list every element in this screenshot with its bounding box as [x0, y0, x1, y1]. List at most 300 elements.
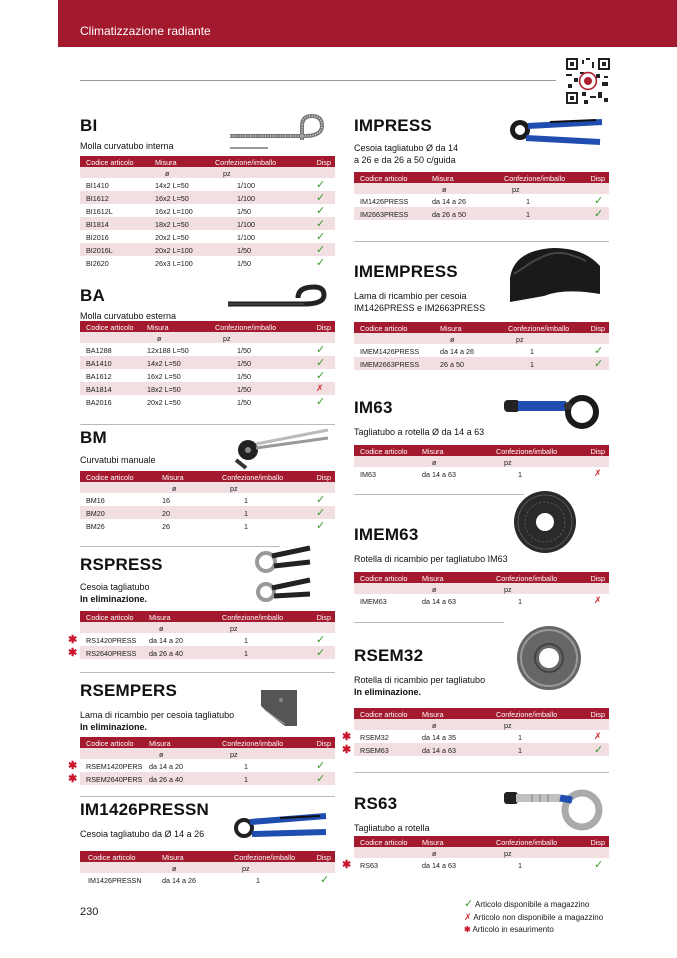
table-rsem32	[342, 708, 609, 756]
cell-code: BI2016L	[86, 246, 113, 255]
cell-size: da 14 a 63	[422, 470, 456, 479]
cell-size: da 14 a 26	[162, 876, 196, 885]
cell-code: BI1612L	[86, 207, 113, 216]
table-unit-row	[80, 862, 335, 873]
section-imem63	[354, 525, 508, 565]
product-title: RSPRESS	[80, 555, 163, 574]
column-header-disp: Disp	[590, 324, 605, 333]
column-header-disp: Disp	[316, 739, 331, 748]
cell-size: 12x188 L=50	[147, 346, 189, 355]
table-row[interactable]	[80, 369, 335, 382]
available-icon: ✓	[320, 874, 330, 886]
unit-pack: pz	[223, 169, 231, 178]
product-title: RSEM32	[354, 646, 424, 665]
replacement-wheel-image	[514, 624, 584, 692]
unit-size: ø	[432, 849, 437, 858]
column-header-pack: Confezione/imballo	[222, 739, 284, 748]
column-header-pack: Confezione/imballo	[234, 853, 296, 862]
inner-spring-image	[228, 112, 328, 157]
table-unit-row	[354, 847, 609, 858]
cell-code: BI2620	[86, 259, 109, 268]
section-rule	[354, 622, 504, 623]
product-title: BA	[80, 286, 105, 305]
column-header-pack: Confezione/imballo	[222, 613, 284, 622]
column-header-size: Misura	[422, 838, 444, 847]
cell-code: BA1612	[86, 372, 112, 381]
unit-pack: pz	[504, 585, 512, 594]
cell-size: da 14 a 20	[149, 762, 183, 771]
column-header-code: Codice articolo	[360, 447, 408, 456]
cell-code: IM63	[360, 470, 376, 479]
product-description: Molla curvatubo esterna	[80, 311, 177, 321]
cell-code: RS1420PRESS	[86, 636, 137, 645]
column-header-size: Misura	[440, 324, 462, 333]
table-bm	[80, 471, 335, 532]
table-unit-row	[354, 333, 609, 344]
header-rule	[80, 80, 556, 81]
cell-size: da 26 a 40	[149, 649, 183, 658]
cell-size: 14x2 L=50	[147, 359, 181, 368]
product-description: Tagliatubo a rotella Ø da 14 a 63	[354, 427, 485, 437]
table-row[interactable]	[354, 594, 609, 607]
table-header	[354, 836, 609, 847]
available-icon: ✓	[316, 205, 326, 217]
unit-size: ø	[172, 864, 177, 873]
pipe-bender-image	[228, 424, 332, 474]
cell-pack: 1/50	[237, 385, 251, 394]
unit-size: ø	[432, 458, 437, 467]
star-icon: ✱	[464, 925, 471, 934]
cell-pack: 1/50	[237, 398, 251, 407]
cell-pack: 1	[526, 210, 530, 219]
cell-pack: 1/50	[237, 359, 251, 368]
table-rsempers	[68, 737, 335, 785]
unit-pack: pz	[230, 624, 238, 633]
available-icon: ✓	[316, 507, 326, 519]
cell-size: 26	[162, 522, 170, 531]
cell-code: IMEM1426PRESS	[360, 347, 420, 356]
column-header-size: Misura	[149, 613, 171, 622]
section-rs63	[354, 794, 430, 834]
product-description: Lama di ricambio per cesoia tagliatubo In eliminazione.	[80, 710, 235, 732]
table-row[interactable]	[354, 194, 609, 207]
column-header-size: Misura	[422, 574, 444, 583]
cell-size: 20x2 L=100	[155, 246, 193, 255]
column-header-size: Misura	[162, 473, 184, 482]
column-header-size: Misura	[422, 710, 444, 719]
cell-code: BM20	[86, 509, 105, 518]
pipe-cutter-image	[244, 544, 316, 608]
replacement-blade-image	[504, 244, 606, 308]
unit-size: ø	[157, 334, 162, 343]
cell-code: BI2016	[86, 233, 109, 242]
cell-size: 16x2 L=100	[155, 207, 193, 216]
unavailable-icon: ✗	[316, 383, 324, 393]
product-description: Lama di ricambio per cesoia IM1426PRESS e IM2663PRESS	[354, 291, 486, 313]
cell-code: RSEM1420PERS	[86, 762, 143, 771]
table-row[interactable]	[342, 858, 609, 871]
cell-size: da 14 a 63	[422, 597, 456, 606]
available-icon: ✓	[316, 634, 326, 646]
legend	[464, 898, 603, 936]
product-title: IM63	[354, 398, 393, 417]
product-title: BM	[80, 428, 107, 447]
table-row[interactable]	[354, 357, 609, 370]
product-title: RSEMPERS	[80, 681, 178, 700]
column-header-size: Misura	[432, 174, 454, 183]
column-header-disp: Disp	[316, 613, 331, 622]
product-note: In eliminazione.	[80, 594, 148, 604]
cell-pack: 1	[244, 762, 248, 771]
table-row[interactable]	[80, 873, 335, 886]
cell-size: 16x2 L=50	[147, 372, 181, 381]
table-unit-row	[80, 622, 335, 633]
product-description: Curvatubi manuale	[80, 455, 156, 465]
table-row[interactable]	[80, 204, 335, 217]
table-imempress	[354, 322, 609, 370]
table-row[interactable]	[354, 344, 609, 357]
table-imem63	[354, 572, 609, 607]
page-number: 230	[80, 906, 99, 918]
table-bi	[80, 156, 335, 269]
column-header-code: Codice articolo	[86, 323, 134, 332]
cell-pack: 1	[244, 636, 248, 645]
cell-pack: 1/50	[237, 246, 251, 255]
cell-code: BA1288	[86, 346, 112, 355]
available-icon: ✓	[594, 345, 604, 357]
cell-size: 16	[162, 496, 170, 505]
cell-pack: 1	[518, 861, 522, 870]
unit-size: ø	[432, 721, 437, 730]
section-impress	[354, 116, 458, 166]
column-header-code: Codice articolo	[86, 473, 134, 482]
column-header-pack: Confezione/imballo	[496, 838, 558, 847]
product-description: Cesoia tagliatubo Ø da 14 a 26 e da 26 a 50 c/guida	[354, 143, 459, 165]
table-row[interactable]	[354, 467, 609, 480]
cell-code: BA2016	[86, 398, 112, 407]
table-row[interactable]	[80, 519, 335, 532]
table-header	[80, 737, 335, 748]
available-icon: ✓	[594, 195, 604, 207]
available-icon: ✓	[316, 396, 326, 408]
table-row[interactable]	[80, 230, 335, 243]
section-rule	[80, 672, 335, 673]
phasing-out-icon: ✱	[342, 744, 352, 756]
unit-size: ø	[450, 335, 455, 344]
unavailable-icon: ✗	[594, 468, 602, 478]
table-row[interactable]	[68, 646, 335, 659]
column-header-code: Codice articolo	[86, 739, 134, 748]
roller-cutter-image	[502, 784, 608, 834]
cell-pack: 1	[244, 649, 248, 658]
cell-size: da 26 a 40	[149, 775, 183, 784]
column-header-code: Codice articolo	[86, 613, 134, 622]
available-icon: ✓	[594, 859, 604, 871]
table-rs63	[342, 836, 609, 871]
legend-unavailable: ✗ Articolo non disponibile a magazzino	[464, 912, 604, 922]
header-bar	[58, 0, 677, 47]
phasing-out-icon: ✱	[68, 760, 78, 772]
available-icon: ✓	[594, 208, 604, 220]
unit-size: ø	[172, 484, 177, 493]
column-header-pack: Confezione/imballo	[508, 324, 570, 333]
cell-pack: 1/100	[237, 220, 255, 229]
section-rsem32	[354, 646, 485, 698]
cell-pack: 1	[518, 746, 522, 755]
cell-code: RS2640PRESS	[86, 649, 137, 658]
phasing-out-icon: ✱	[342, 859, 352, 871]
table-row[interactable]	[342, 743, 609, 756]
table-unit-row	[354, 456, 609, 467]
column-header-code: Codice articolo	[360, 174, 408, 183]
cell-size: da 14 a 26	[440, 347, 474, 356]
column-header-size: Misura	[422, 447, 444, 456]
table-header	[354, 172, 609, 183]
cell-code: BA1410	[86, 359, 112, 368]
cell-size: 18x2 L=50	[155, 220, 189, 229]
table-header	[354, 708, 609, 719]
table-row[interactable]	[68, 633, 335, 646]
table-row[interactable]	[80, 343, 335, 356]
table-row[interactable]	[80, 178, 335, 191]
cell-code: BA1814	[86, 385, 112, 394]
cell-pack: 1	[526, 197, 530, 206]
cell-code: BM16	[86, 496, 105, 505]
product-title: IMEMPRESS	[354, 262, 458, 281]
cell-size: 16x2 L=50	[155, 194, 189, 203]
legend-phasing-out: ✱ Articolo in esaurimento	[464, 925, 554, 934]
cell-size: 26x3 L=100	[155, 259, 193, 268]
column-header-disp: Disp	[590, 174, 605, 183]
column-header-disp: Disp	[316, 323, 331, 332]
unit-pack: pz	[230, 750, 238, 759]
cell-pack: 1/50	[237, 259, 251, 268]
cell-size: da 14 a 35	[422, 733, 456, 742]
available-icon: ✓	[594, 744, 604, 756]
section-rsempers	[80, 681, 240, 733]
section-im1426pressn	[80, 800, 209, 840]
available-icon: ✓	[594, 358, 604, 370]
table-row[interactable]	[68, 759, 335, 772]
unit-pack: pz	[512, 185, 520, 194]
column-header-size: Misura	[162, 853, 184, 862]
column-header-disp: Disp	[590, 838, 605, 847]
section-bm	[80, 428, 156, 466]
table-unit-row	[354, 583, 609, 594]
product-description: Cesoia tagliatubo	[80, 582, 150, 592]
legend-available: ✓ Articolo disponibile a magazzino	[464, 898, 590, 910]
table-row[interactable]	[80, 506, 335, 519]
cutting-wheel-image	[512, 489, 578, 555]
product-description: Tagliatubo a rotella	[354, 823, 430, 833]
available-icon: ✓	[316, 760, 326, 772]
column-header-disp: Disp	[316, 853, 331, 862]
column-header-code: Codice articolo	[86, 158, 134, 167]
cell-code: IM1426PRESS	[360, 197, 409, 206]
table-unit-row	[80, 167, 335, 178]
cell-code: IM2663PRESS	[360, 210, 409, 219]
section-imempress	[354, 262, 485, 314]
product-title: RS63	[354, 794, 398, 813]
cell-code: IM1426PRESSN	[88, 876, 142, 885]
table-row[interactable]	[80, 243, 335, 256]
table-row[interactable]	[80, 356, 335, 369]
table-unit-row	[80, 332, 335, 343]
available-icon: ✓	[316, 179, 326, 191]
unit-pack: pz	[230, 484, 238, 493]
table-row[interactable]	[80, 191, 335, 204]
pipe-shears-image	[230, 806, 330, 846]
table-row[interactable]	[68, 772, 335, 785]
cell-code: BM26	[86, 522, 105, 531]
available-icon: ✓	[316, 231, 326, 243]
cell-code: RSEM2640PERS	[86, 775, 143, 784]
table-header	[80, 471, 335, 482]
cell-pack: 1/100	[237, 233, 255, 242]
product-title: IMEM63	[354, 525, 419, 544]
section-rule	[354, 772, 609, 773]
cell-pack: 1	[244, 509, 248, 518]
available-icon: ✓	[316, 344, 326, 356]
cell-size: da 14 a 63	[422, 861, 456, 870]
column-header-disp: Disp	[316, 158, 331, 167]
unavailable-icon: ✗	[594, 595, 602, 605]
table-header	[354, 572, 609, 583]
column-header-pack: Confezione/imballo	[222, 473, 284, 482]
table-unit-row	[354, 183, 609, 194]
cell-code: BI1410	[86, 181, 109, 190]
cell-size: 20x2 L=50	[155, 233, 189, 242]
column-header-disp: Disp	[316, 473, 331, 482]
table-header	[80, 611, 335, 622]
cell-pack: 1	[530, 347, 534, 356]
phasing-out-icon: ✱	[68, 634, 78, 646]
unit-size: ø	[159, 750, 164, 759]
column-header-code: Codice articolo	[360, 838, 408, 847]
cell-pack: 1	[244, 496, 248, 505]
cell-size: da 14 a 20	[149, 636, 183, 645]
available-icon: ✓	[316, 370, 326, 382]
column-header-pack: Confezione/imballo	[504, 174, 566, 183]
cell-size: 20x2 L=50	[147, 398, 181, 407]
cell-pack: 1	[256, 876, 260, 885]
section-ba	[80, 286, 176, 322]
table-im1426pressn	[80, 851, 335, 886]
cross-icon: ✗	[464, 912, 472, 922]
column-header-size: Misura	[147, 323, 169, 332]
cell-code: IMEM2663PRESS	[360, 360, 420, 369]
product-note: In eliminazione.	[354, 687, 422, 697]
qr-code[interactable]	[566, 58, 610, 104]
table-header	[354, 445, 609, 456]
section-rule	[80, 796, 335, 797]
cell-pack: 1	[244, 775, 248, 784]
available-icon: ✓	[316, 357, 326, 369]
table-row[interactable]	[80, 395, 335, 408]
product-title: BI	[80, 116, 98, 135]
unit-pack: pz	[504, 721, 512, 730]
table-header	[80, 156, 335, 167]
table-unit-row	[80, 482, 335, 493]
outer-spring-image	[226, 284, 330, 320]
section-bi	[80, 116, 174, 152]
column-header-pack: Confezione/imballo	[496, 447, 558, 456]
column-header-size: Misura	[149, 739, 171, 748]
cell-code: RSEM63	[360, 746, 389, 755]
column-header-pack: Confezione/imballo	[496, 710, 558, 719]
header-title: Climatizzazione radiante	[80, 24, 211, 38]
table-row[interactable]	[80, 256, 335, 269]
unavailable-icon: ✗	[594, 731, 602, 741]
phasing-out-icon: ✱	[342, 731, 352, 743]
pipe-shears-image	[506, 114, 606, 164]
cell-pack: 1/50	[237, 346, 251, 355]
product-description: Rotella di ricambio per tagliatubo IM63	[354, 554, 508, 564]
cell-size: 20	[162, 509, 170, 518]
cell-code: BI1814	[86, 220, 109, 229]
unit-size: ø	[165, 169, 170, 178]
product-description: Molla curvatubo interna	[80, 141, 174, 151]
column-header-disp: Disp	[590, 447, 605, 456]
table-row[interactable]	[80, 493, 335, 506]
column-header-code: Codice articolo	[88, 853, 136, 862]
cell-size: 14x2 L=50	[155, 181, 189, 190]
cell-pack: 1	[518, 470, 522, 479]
cell-pack: 1/50	[237, 372, 251, 381]
available-icon: ✓	[316, 244, 326, 256]
table-rspress	[68, 611, 335, 659]
column-header-pack: Confezione/imballo	[215, 158, 277, 167]
table-row[interactable]	[342, 730, 609, 743]
cell-pack: 1	[518, 733, 522, 742]
table-row[interactable]	[80, 382, 335, 395]
section-rule	[354, 494, 524, 495]
available-icon: ✓	[316, 192, 326, 204]
column-header-disp: Disp	[590, 574, 605, 583]
unit-pack: pz	[504, 849, 512, 858]
phasing-out-icon: ✱	[68, 773, 78, 785]
cell-pack: 1/100	[237, 181, 255, 190]
table-header	[80, 851, 335, 862]
product-description: Rotella di ricambio per tagliatubo	[354, 675, 486, 685]
available-icon: ✓	[316, 494, 326, 506]
cell-size: da 14 a 63	[422, 746, 456, 755]
table-row[interactable]	[80, 217, 335, 230]
unit-size: ø	[442, 185, 447, 194]
section-rule	[354, 241, 609, 242]
product-title: IMPRESS	[354, 116, 432, 135]
table-im63	[354, 445, 609, 480]
cell-pack: 1/100	[237, 194, 255, 203]
table-unit-row	[354, 719, 609, 730]
column-header-code: Codice articolo	[360, 574, 408, 583]
cell-code: RSEM32	[360, 733, 389, 742]
available-icon: ✓	[316, 773, 326, 785]
cell-pack: 1	[518, 597, 522, 606]
cell-size: da 26 a 50	[432, 210, 466, 219]
phasing-out-icon: ✱	[68, 647, 78, 659]
blade-image	[257, 686, 301, 732]
table-header	[354, 322, 609, 333]
table-row[interactable]	[354, 207, 609, 220]
cell-code: IMEM63	[360, 597, 387, 606]
available-icon: ✓	[316, 647, 326, 659]
column-header-pack: Confezione/imballo	[496, 574, 558, 583]
available-icon: ✓	[316, 257, 326, 269]
unit-pack: pz	[223, 334, 231, 343]
unit-size: ø	[432, 585, 437, 594]
column-header-pack: Confezione/imballo	[215, 323, 277, 332]
